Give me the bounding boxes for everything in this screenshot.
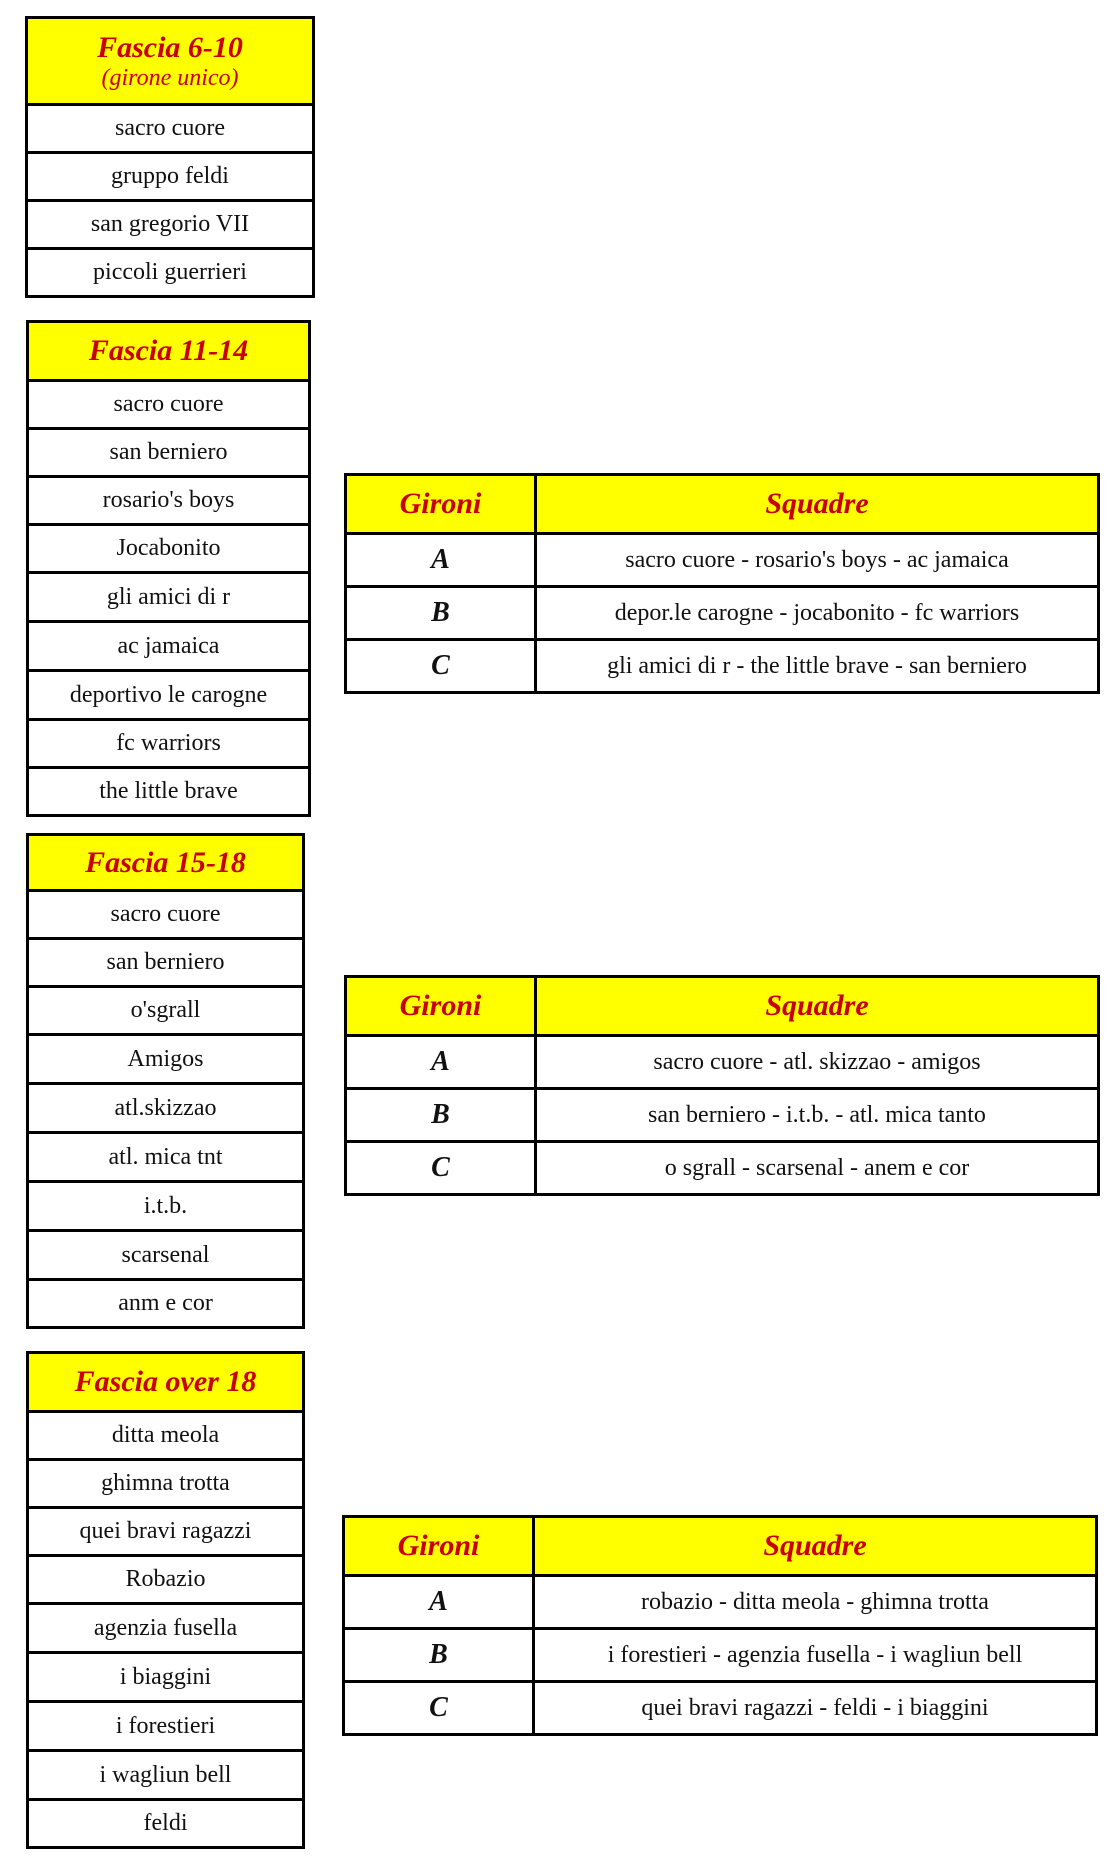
fascia-6-10-title: Fascia 6-10	[97, 31, 243, 64]
team-cell: Jocabonito	[29, 526, 308, 574]
fascia-over-18-header	[29, 1354, 302, 1413]
fascia-over-18-title: Fascia over 18	[74, 1365, 257, 1398]
team-cell: Amigos	[29, 1036, 302, 1085]
team-cell: atl. mica tnt	[29, 1134, 302, 1183]
group-row	[344, 1576, 1097, 1629]
group-teams: i forestieri - agenzia fusella - i wagliun bell	[534, 1629, 1097, 1682]
team-cell: sacro cuore	[29, 892, 302, 940]
group-letter: B	[346, 1089, 536, 1142]
group-letter: B	[344, 1629, 534, 1682]
team-cell: fc warriors	[29, 721, 308, 769]
fascia-6-10-table	[25, 16, 315, 298]
group-letter: C	[346, 1142, 536, 1195]
fascia-6-10-subtitle: (girone unico)	[101, 65, 239, 91]
team-cell: quei bravi ragazzi	[29, 1509, 302, 1557]
team-cell: ghimna trotta	[29, 1461, 302, 1509]
team-cell: i wagliun bell	[29, 1752, 302, 1801]
team-cell: agenzia fusella	[29, 1605, 302, 1654]
group-letter: A	[346, 1036, 536, 1089]
fascia-15-18-groups-table	[344, 975, 1100, 1196]
team-cell: feldi	[143, 1810, 188, 1836]
team-cell: sacro cuore	[28, 106, 312, 154]
team-cell: gruppo feldi	[28, 154, 312, 202]
fascia-15-18-header	[29, 836, 302, 892]
group-row	[344, 1629, 1097, 1682]
gironi-header: Gironi	[344, 1517, 534, 1576]
team-cell: rosario's boys	[29, 478, 308, 526]
group-letter: A	[346, 534, 536, 587]
fascia-15-18-title: Fascia 15-18	[85, 845, 246, 879]
team-cell: ditta meola	[29, 1413, 302, 1461]
group-row	[344, 1682, 1097, 1735]
team-cell: sacro cuore	[29, 382, 308, 430]
team-cell: san berniero	[29, 430, 308, 478]
team-cell: o'sgrall	[29, 988, 302, 1036]
group-letter: C	[344, 1682, 534, 1735]
fascia-15-18-table	[26, 833, 305, 1329]
squadre-header: Squadre	[536, 977, 1099, 1036]
fascia-11-14-groups-table	[344, 473, 1100, 694]
team-cell: deportivo le carogne	[29, 672, 308, 721]
team-cell: anm e cor	[118, 1290, 213, 1316]
team-cell: san gregorio VII	[28, 202, 312, 250]
team-cell: ac jamaica	[29, 623, 308, 672]
group-teams: o sgrall - scarsenal - anem e cor	[536, 1142, 1099, 1195]
gironi-header: Gironi	[346, 977, 536, 1036]
team-cell: i forestieri	[29, 1703, 302, 1752]
group-letter: C	[346, 640, 536, 693]
group-teams: sacro cuore - rosario's boys - ac jamaica	[536, 534, 1099, 587]
fascia-11-14-table	[26, 320, 311, 817]
fascia-6-10-header	[28, 19, 312, 106]
fascia-11-14-header	[29, 323, 308, 382]
group-teams: gli amici di r - the little brave - san berniero	[536, 640, 1099, 693]
group-row	[346, 534, 1099, 587]
group-teams: sacro cuore - atl. skizzao - amigos	[536, 1036, 1099, 1089]
team-cell: scarsenal	[29, 1232, 302, 1281]
group-row	[346, 1089, 1099, 1142]
fascia-over-18-table	[26, 1351, 305, 1849]
squadre-header: Squadre	[536, 475, 1099, 534]
team-cell: san berniero	[29, 940, 302, 988]
gironi-header: Gironi	[346, 475, 536, 534]
group-row	[346, 1142, 1099, 1195]
fascia-over-18-groups-table	[342, 1515, 1098, 1736]
squadre-header: Squadre	[534, 1517, 1097, 1576]
group-row	[346, 640, 1099, 693]
group-teams: quei bravi ragazzi - feldi - i biaggini	[534, 1682, 1097, 1735]
group-letter: B	[346, 587, 536, 640]
group-teams: depor.le carogne - jocabonito - fc warriors	[536, 587, 1099, 640]
team-cell: piccoli guerrieri	[93, 259, 247, 285]
fascia-11-14-title: Fascia 11-14	[88, 334, 249, 367]
group-letter: A	[344, 1576, 534, 1629]
group-row	[346, 1036, 1099, 1089]
team-cell: Robazio	[29, 1557, 302, 1605]
team-cell: the little brave	[99, 778, 238, 804]
team-cell: i biaggini	[29, 1654, 302, 1703]
team-cell: gli amici di r	[29, 574, 308, 623]
group-row	[346, 587, 1099, 640]
team-cell: i.t.b.	[29, 1183, 302, 1232]
group-teams: san berniero - i.t.b. - atl. mica tanto	[536, 1089, 1099, 1142]
team-cell: atl.skizzao	[29, 1085, 302, 1134]
group-teams: robazio - ditta meola - ghimna trotta	[534, 1576, 1097, 1629]
